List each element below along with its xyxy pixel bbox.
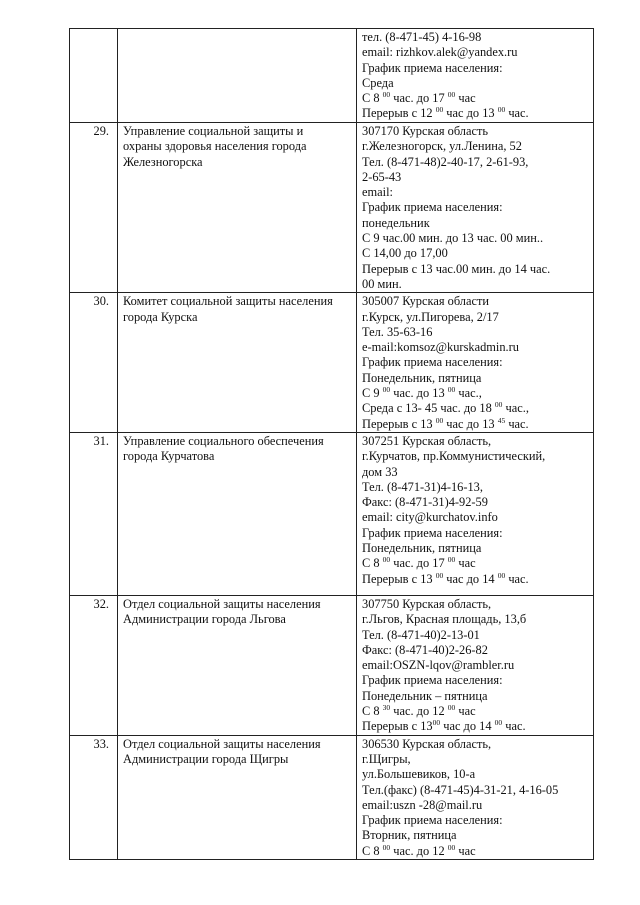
contact-text: 307750 Курская область, xyxy=(362,596,492,611)
office-contacts xyxy=(357,29,594,123)
contact-line xyxy=(362,434,589,449)
contact-text: час. xyxy=(505,571,529,586)
contact-text: email:OSZN-lqov@rambler.ru xyxy=(362,658,515,673)
contact-text: С 8 xyxy=(362,91,383,106)
office-name xyxy=(118,293,357,433)
contact-line xyxy=(362,737,589,752)
row-number: 31. xyxy=(70,432,118,595)
time-minutes-superscript: 00 xyxy=(447,90,456,100)
contact-text: Перерыв с 13 час.00 мин. до 14 час. xyxy=(362,261,551,276)
contact-line xyxy=(362,556,589,571)
row-number: 30. xyxy=(70,293,118,433)
contact-text: Вторник, пятница xyxy=(362,828,457,843)
contact-text: час. xyxy=(505,106,529,121)
contact-line xyxy=(362,30,589,45)
contact-text: Перерыв с 13 xyxy=(362,719,433,734)
contact-line xyxy=(362,704,589,719)
contact-line xyxy=(362,155,589,170)
contact-text: час. до 13 xyxy=(390,386,448,401)
contact-line xyxy=(362,277,589,292)
row-number xyxy=(70,29,118,123)
contact-line xyxy=(362,124,589,139)
contact-text: Тел. (8-471-48)2-40-17, 2-61-93, xyxy=(362,154,529,169)
contact-text: С 8 xyxy=(362,704,383,719)
office-name-line: Администрации города Льгова xyxy=(123,612,286,627)
contact-line xyxy=(362,658,589,673)
contact-text: Тел. 35-63-16 xyxy=(362,324,433,339)
time-minutes-superscript: 00 xyxy=(447,842,456,852)
contact-line xyxy=(362,813,589,828)
contact-line xyxy=(362,828,589,843)
contact-text: час. xyxy=(502,719,526,734)
contact-line xyxy=(362,798,589,813)
time-minutes-superscript: 00 xyxy=(382,555,391,565)
contact-line xyxy=(362,612,589,627)
contact-text: График приема населения: xyxy=(362,525,503,540)
office-name-line: Управление социального обеспечения xyxy=(123,433,324,448)
time-minutes-superscript: 00 xyxy=(497,105,506,115)
contact-text: Перерыв с 13 xyxy=(362,416,436,431)
contact-line xyxy=(362,643,589,658)
time-minutes-superscript: 00 xyxy=(382,90,391,100)
contact-text: г.Щигры, xyxy=(362,751,411,766)
contact-line xyxy=(362,628,589,643)
row-number: 29. xyxy=(70,123,118,293)
table-row xyxy=(70,29,594,123)
time-minutes-superscript: 00 xyxy=(382,384,391,394)
contact-text: г.Курчатов, пр.Коммунистический, xyxy=(362,449,546,464)
row-number: 32. xyxy=(70,595,118,735)
contact-text: email: xyxy=(362,185,393,200)
contact-line xyxy=(362,417,589,432)
contact-line xyxy=(362,355,589,370)
contact-text: Понедельник, пятница xyxy=(362,541,482,556)
contact-text: График приема населения: xyxy=(362,813,503,828)
contact-line xyxy=(362,752,589,767)
contact-text: дом 33 xyxy=(362,464,398,479)
contact-text: С 8 xyxy=(362,843,383,858)
contact-line xyxy=(362,597,589,612)
time-minutes-superscript: 00 xyxy=(435,105,444,115)
table-row xyxy=(70,735,594,859)
contact-text: 00 мин. xyxy=(362,276,402,291)
contact-text: 307251 Курская область, xyxy=(362,433,492,448)
contact-text: email: rizhkov.alek@yandex.ru xyxy=(362,45,518,60)
office-name xyxy=(118,735,357,859)
contact-text: час xyxy=(455,91,476,106)
office-name-line: Комитет социальной защиты населения xyxy=(123,294,333,309)
contact-text: График приема населения: xyxy=(362,200,503,215)
time-minutes-superscript: 00 xyxy=(447,555,456,565)
contact-text: Тел. (8-471-31)4-16-13, xyxy=(362,479,483,494)
office-name-line: Управление социальной защиты и xyxy=(123,124,304,138)
contact-line xyxy=(362,262,589,277)
time-minutes-superscript: 00 xyxy=(382,842,391,852)
office-name-line: Администрации города Щигры xyxy=(123,751,289,766)
contact-text: email: city@kurchatov.info xyxy=(362,510,498,525)
contact-text: понедельник xyxy=(362,215,430,230)
time-minutes-superscript: 00 xyxy=(447,702,456,712)
contact-text: С 14,00 до 17,00 xyxy=(362,246,448,261)
contact-text: Понедельник, пятница xyxy=(362,370,482,385)
contact-line xyxy=(362,719,589,734)
contact-line xyxy=(362,386,589,401)
contact-line xyxy=(362,510,589,525)
contact-line xyxy=(362,689,589,704)
contact-text: Перерыв с 13 xyxy=(362,571,436,586)
time-minutes-superscript: 00 xyxy=(435,570,444,580)
office-name xyxy=(118,123,357,293)
office-name-line: города Курска xyxy=(123,309,198,324)
contact-line xyxy=(362,231,589,246)
contact-line xyxy=(362,76,589,91)
contact-line xyxy=(362,495,589,510)
contact-text: час. до 17 xyxy=(390,91,448,106)
office-contacts xyxy=(357,735,594,859)
contact-line xyxy=(362,139,589,154)
contact-line xyxy=(362,310,589,325)
contact-text: 2-65-43 xyxy=(362,169,402,184)
contact-line xyxy=(362,325,589,340)
contact-line xyxy=(362,216,589,231)
contact-text: час. до 12 xyxy=(390,704,448,719)
contact-line xyxy=(362,246,589,261)
contact-line xyxy=(362,371,589,386)
contact-text: час. до 12 xyxy=(390,843,448,858)
office-name-line: охраны здоровья населения города xyxy=(123,139,307,154)
contact-text: 307170 Курская область xyxy=(362,124,489,138)
contact-text: 306530 Курская область, xyxy=(362,736,492,751)
office-name-line: Отдел социальной защиты населения xyxy=(123,596,321,611)
contact-text: ул.Большевиков, 10-а xyxy=(362,767,476,782)
table-row xyxy=(70,293,594,433)
office-name xyxy=(118,595,357,735)
contact-line xyxy=(362,526,589,541)
contact-text: час., xyxy=(502,401,529,416)
contact-line xyxy=(362,449,589,464)
contact-text: Тел.(факс) (8-471-45)4-31-21, 4-16-05 xyxy=(362,782,559,797)
contact-text: С 9 xyxy=(362,386,383,401)
contact-text: час xyxy=(455,556,476,571)
time-minutes-superscript: 00 xyxy=(494,718,503,728)
contact-text: 305007 Курская области xyxy=(362,294,490,309)
contact-text: График приема населения: xyxy=(362,355,503,370)
office-contacts xyxy=(357,595,594,735)
time-minutes-superscript: 00 xyxy=(447,384,456,394)
row-number: 33. xyxy=(70,735,118,859)
time-minutes-superscript: 30 xyxy=(382,702,391,712)
contact-text: час., xyxy=(455,386,482,401)
contact-text: час до 13 xyxy=(443,416,498,431)
contact-line xyxy=(362,45,589,60)
contact-text: Тел. (8-471-40)2-13-01 xyxy=(362,627,480,642)
office-contacts xyxy=(357,293,594,433)
table-row xyxy=(70,595,594,735)
contact-line xyxy=(362,783,589,798)
contact-text: email:uszn -28@mail.ru xyxy=(362,797,483,812)
offices-table-body xyxy=(70,29,594,860)
contact-text: Понедельник – пятница xyxy=(362,688,488,703)
time-minutes-superscript: 00 xyxy=(432,718,441,728)
time-minutes-superscript: 00 xyxy=(497,570,506,580)
contact-text: час до 13 xyxy=(443,106,498,121)
contact-line xyxy=(362,541,589,556)
contact-text: час до 14 xyxy=(443,571,498,586)
contact-text: час xyxy=(455,704,476,719)
contact-text: час до 14 xyxy=(440,719,495,734)
table-row xyxy=(70,123,594,293)
contact-line xyxy=(362,480,589,495)
contact-text: e-mail:komsoz@kurskadmin.ru xyxy=(362,340,519,355)
contact-line xyxy=(362,844,589,859)
contact-line xyxy=(362,91,589,106)
contact-text: г.Железногорск, ул.Ленина, 52 xyxy=(362,139,522,154)
office-name xyxy=(118,432,357,595)
contact-line xyxy=(362,200,589,215)
contact-text: тел. (8-471-45) 4-16-98 xyxy=(362,30,482,44)
contact-text: час. до 17 xyxy=(390,556,448,571)
contact-line xyxy=(362,572,589,587)
contact-line xyxy=(362,106,589,121)
contact-line xyxy=(362,294,589,309)
contact-text: С 9 час.00 мин. до 13 час. 00 мин.. xyxy=(362,231,544,246)
contact-line xyxy=(362,767,589,782)
time-minutes-superscript: 45 xyxy=(497,415,506,425)
contact-text: Среда xyxy=(362,75,394,90)
contact-line xyxy=(362,401,589,416)
office-contacts xyxy=(357,123,594,293)
contact-text: График приема населения: xyxy=(362,673,503,688)
contact-text: График приема населения: xyxy=(362,60,503,75)
contact-text: г.Льгов, Красная площадь, 13,б xyxy=(362,612,527,627)
contact-line xyxy=(362,61,589,76)
office-name-line: Железногорска xyxy=(123,154,203,169)
contact-text: г.Курск, ул.Пигорева, 2/17 xyxy=(362,309,499,324)
contact-line xyxy=(362,465,589,480)
office-name-line: Отдел социальной защиты населения xyxy=(123,736,321,751)
contact-text: Среда с 13- 45 час. до 18 xyxy=(362,401,495,416)
office-name-line: города Курчатова xyxy=(123,449,215,464)
contact-text: Перерыв с 12 xyxy=(362,106,436,121)
office-name xyxy=(118,29,357,123)
table-row xyxy=(70,432,594,595)
office-contacts xyxy=(357,432,594,595)
contact-line xyxy=(362,340,589,355)
contact-text: Факс: (8-471-40)2-26-82 xyxy=(362,642,488,657)
contact-line xyxy=(362,170,589,185)
contact-text: час xyxy=(455,843,476,858)
contact-line xyxy=(362,673,589,688)
offices-table xyxy=(69,28,594,860)
time-minutes-superscript: 00 xyxy=(435,415,444,425)
time-minutes-superscript: 00 xyxy=(494,400,503,410)
contact-text: час. xyxy=(505,416,529,431)
contact-line xyxy=(362,185,589,200)
contact-text: С 8 xyxy=(362,556,383,571)
contact-text: Факс: (8-471-31)4-92-59 xyxy=(362,495,488,510)
